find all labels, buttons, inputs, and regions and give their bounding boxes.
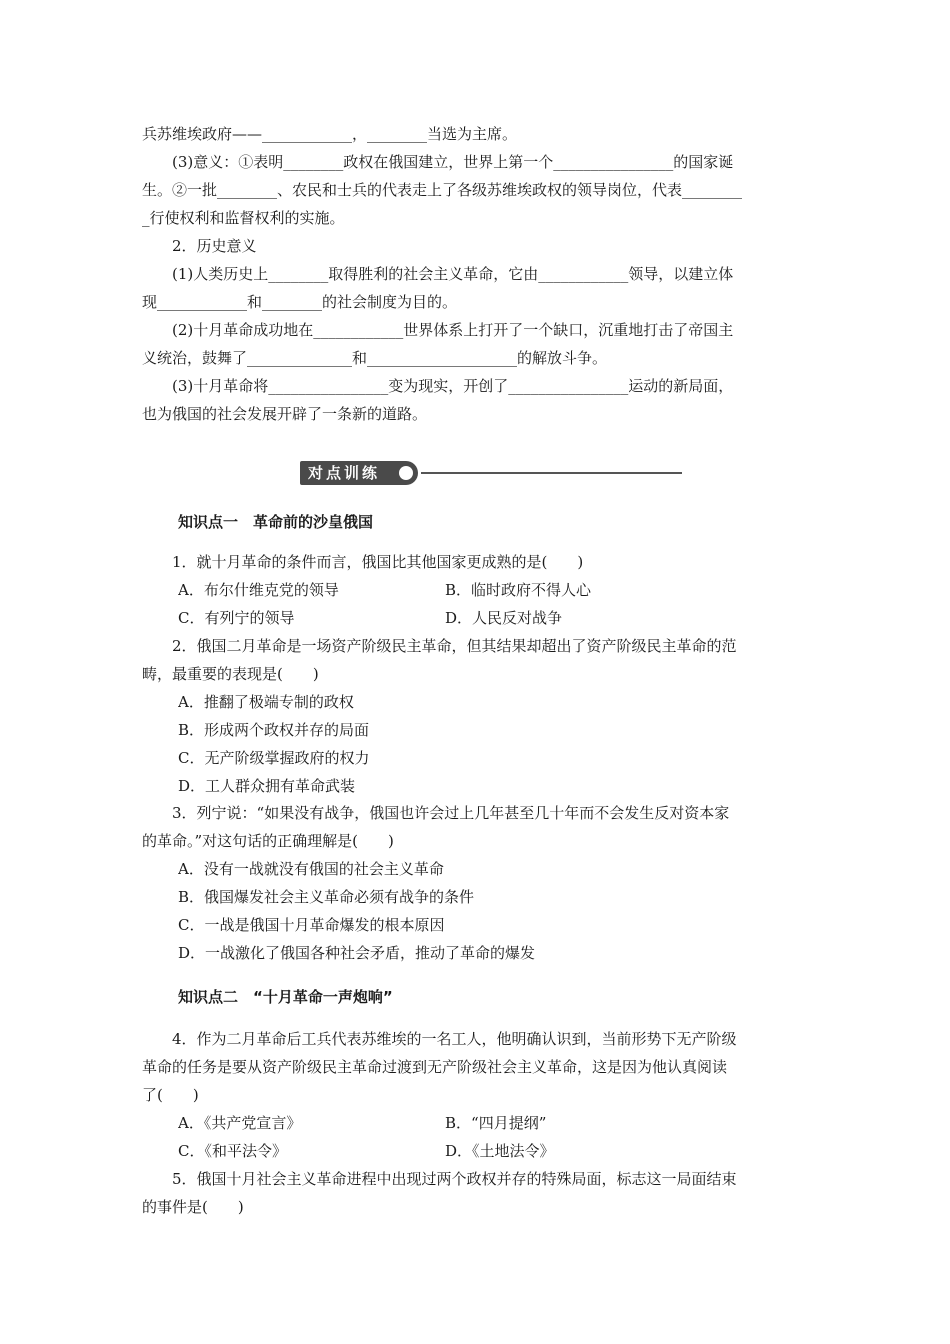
option-c: C．有列宁的领导 (178, 609, 295, 627)
option-b: B．临时政府不得人心 (445, 581, 592, 599)
option-b: B．“四月提纲” (445, 1114, 547, 1132)
option-a: A．《共产党宣言》 (178, 1114, 302, 1132)
knowledge-point-heading: 知识点二 “十月革命一声炮响” (178, 988, 393, 1006)
option-c: C．无产阶级掌握政府的权力 (178, 749, 370, 767)
option-b: B．俄国爆发社会主义革命必须有战争的条件 (178, 888, 475, 906)
text-line: (3)十月革命将________________变为现实，开创了________________运动的新局面， (172, 377, 734, 395)
question-stem: 的革命。”对这句话的正确理解是( ) (142, 832, 394, 850)
question-stem: 4．作为二月革命后工兵代表苏维埃的一名工人，他明确认识到，当前形势下无产阶级 (172, 1030, 737, 1048)
option-a: A．布尔什维克党的领导 (178, 581, 339, 599)
text-line: 2．历史意义 (172, 237, 257, 255)
option-d: D．《土地法令》 (445, 1142, 555, 1160)
option-d: D．工人群众拥有革命武装 (178, 777, 356, 795)
question-stem: 1．就十月革命的条件而言，俄国比其他国家更成熟的是( ) (172, 553, 584, 571)
section-badge: 对点训练 (300, 461, 418, 485)
question-stem: 了( ) (142, 1086, 199, 1104)
text-line: (2)十月革命成功地在____________世界体系上打开了一个缺口，沉重地打击了帝国主 (172, 321, 734, 339)
text-line: _行使权利和监督权利的实施。 (142, 209, 345, 227)
question-stem: 5．俄国十月社会主义革命进程中出现过两个政权并存的特殊局面，标志这一局面结束 (172, 1170, 737, 1188)
option-c: C．《和平法令》 (178, 1142, 287, 1160)
question-stem: 2．俄国二月革命是一场资产阶级民主革命，但其结果却超出了资产阶级民主革命的范 (172, 637, 737, 655)
text-line: 兵苏维埃政府——____________，________当选为主席。 (142, 125, 518, 143)
knowledge-point-heading: 知识点一 革命前的沙皇俄国 (178, 513, 374, 531)
option-a: A．没有一战就没有俄国的社会主义革命 (178, 860, 444, 878)
option-b: B．形成两个政权并存的局面 (178, 721, 370, 739)
question-stem: 革命的任务是要从资产阶级民主革命过渡到无产阶级社会主义革命，这是因为他认真阅读 (142, 1058, 728, 1076)
question-stem: 畴，最重要的表现是( ) (142, 665, 319, 683)
text-line: (3)意义：①表明________政权在俄国建立，世界上第一个________________的国家诞 (172, 153, 734, 171)
text-line: 也为俄国的社会发展开辟了一条新的道路。 (142, 405, 428, 423)
badge-dot-icon (399, 466, 413, 480)
section-rule (421, 472, 682, 474)
option-d: D．一战激化了俄国各种社会矛盾，推动了革命的爆发 (178, 944, 536, 962)
question-stem: 的事件是( ) (142, 1198, 244, 1216)
option-d: D．人民反对战争 (445, 609, 563, 627)
option-a: A．推翻了极端专制的政权 (178, 693, 354, 711)
text-line: 义统治，鼓舞了______________和____________________的解放斗争。 (142, 349, 608, 367)
question-stem: 3．列宁说：“如果没有战争，俄国也许会过上几年甚至几十年而不会发生反对资本家 (172, 804, 730, 822)
text-line: 生。②一批________、农民和士兵的代表走上了各级苏维埃政权的领导岗位，代表________ (142, 181, 743, 199)
text-line: (1)人类历史上________取得胜利的社会主义革命，它由____________领导，以建立体 (172, 265, 734, 283)
text-line: 现____________和________的社会制度为目的。 (142, 293, 458, 311)
option-c: C．一战是俄国十月革命爆发的根本原因 (178, 916, 445, 934)
